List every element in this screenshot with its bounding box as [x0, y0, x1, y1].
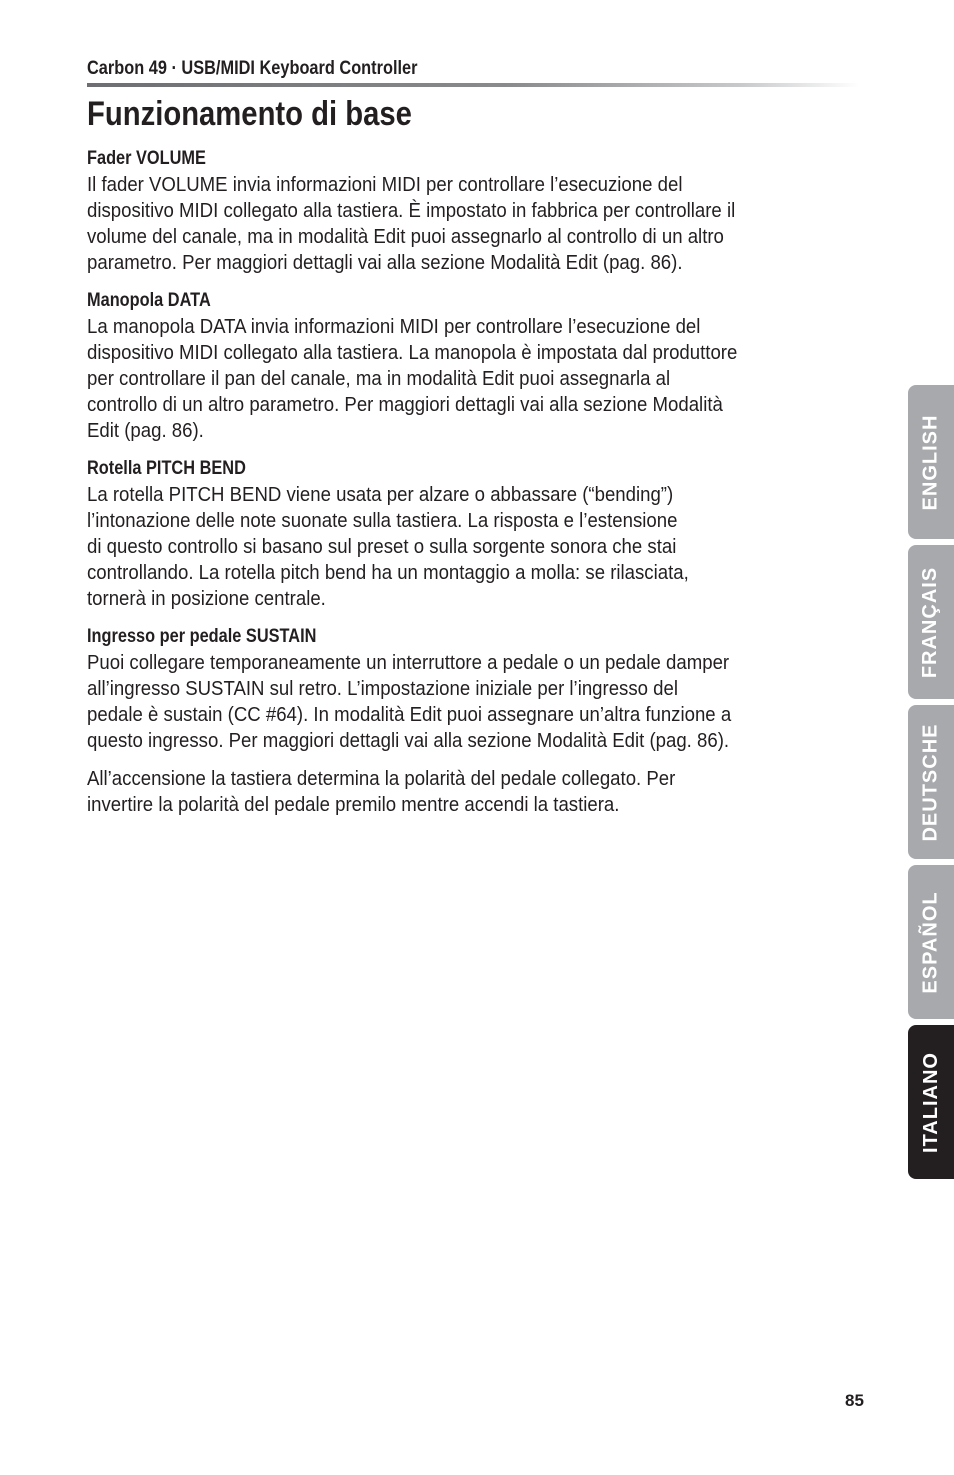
text-line: dispositivo MIDI collegato alla tastiera. La manopola è impostata dal produttore: [87, 342, 738, 364]
text-line: volume del canale, ma in modalità Edit puoi assegnarlo al controllo di un altro: [87, 226, 724, 248]
tab-english[interactable]: [908, 385, 954, 539]
running-head: Carbon 49 · USB/MIDI Keyboard Controller: [87, 58, 418, 79]
text-line: all’ingresso SUSTAIN sul retro. L’impostazione iniziale per l’ingresso del: [87, 678, 678, 700]
tab-label: ENGLISH: [919, 414, 942, 510]
paragraph: [87, 650, 847, 754]
tab-italiano[interactable]: [908, 1025, 954, 1179]
tab-label: ESPAÑOL: [919, 890, 942, 994]
paragraph: [87, 482, 847, 612]
main-content: [87, 146, 847, 830]
tab-label: ITALIANO: [919, 1051, 942, 1153]
text-line: Puoi collegare temporaneamente un interruttore a pedale o un pedale damper: [87, 652, 730, 674]
section-heading: Ingresso per pedale SUSTAIN: [87, 626, 317, 647]
page-header: [87, 57, 859, 81]
text-line: parametro. Per maggiori dettagli vai alla sezione Modalità Edit (pag. 86).: [87, 252, 683, 274]
text-line: La manopola DATA invia informazioni MIDI per controllare l’esecuzione del: [87, 316, 701, 338]
text-line: questo ingresso. Per maggiori dettagli vai alla sezione Modalità Edit (pag. 86).: [87, 730, 730, 752]
header-rule: [87, 83, 859, 87]
tab-deutsche[interactable]: [908, 705, 954, 859]
tab-label: DEUTSCHE: [919, 722, 942, 842]
text-line: controllo di un altro parametro. Per maggiori dettagli vai alla sezione Modalità: [87, 394, 723, 416]
paragraph: [87, 172, 847, 276]
section-heading: Rotella PITCH BEND: [87, 458, 246, 479]
section-manopola-data: [87, 288, 847, 444]
page-title: Funzionamento di base: [87, 95, 412, 133]
tab-francais[interactable]: [908, 545, 954, 699]
text-line: per controllare il pan del canale, ma in modalità Edit puoi assegnarla al: [87, 368, 671, 390]
section-heading: Fader VOLUME: [87, 148, 206, 169]
text-line: La rotella PITCH BEND viene usata per alzare o abbassare (“bending”): [87, 484, 674, 506]
text-line: All’accensione la tastiera determina la polarità del pedale collegato. Per: [87, 768, 676, 790]
text-line: Edit (pag. 86).: [87, 420, 204, 442]
text-line: l’intonazione delle note suonate sulla tastiera. La risposta e l’estensione: [87, 510, 678, 532]
text-line: di questo controllo si basano sul preset o sulla sorgente sonora che stai: [87, 536, 677, 558]
section-heading: Manopola DATA: [87, 290, 211, 311]
page-number: 85: [845, 1391, 864, 1410]
text-line: dispositivo MIDI collegato alla tastiera. È impostato in fabbrica per controllare il: [87, 200, 736, 222]
text-line: Il fader VOLUME invia informazioni MIDI per controllare l’esecuzione del: [87, 174, 683, 196]
paragraph: [87, 314, 847, 444]
tab-label: FRANÇAIS: [919, 566, 942, 678]
text-line: pedale è sustain (CC #64). In modalità Edit puoi assegnare un’altra funzione a: [87, 704, 732, 726]
text-line: invertire la polarità del pedale premilo mentre accendi la tastiera.: [87, 794, 620, 816]
section-rotella-pitch-bend: [87, 456, 847, 612]
text-line: tornerà in posizione centrale.: [87, 588, 326, 610]
tab-espanol[interactable]: [908, 865, 954, 1019]
paragraph: [87, 766, 847, 818]
section-ingresso-pedale-sustain: [87, 624, 847, 818]
text-line: controllando. La rotella pitch bend ha un montaggio a molla: se rilasciata,: [87, 562, 689, 584]
section-fader-volume: [87, 146, 847, 276]
